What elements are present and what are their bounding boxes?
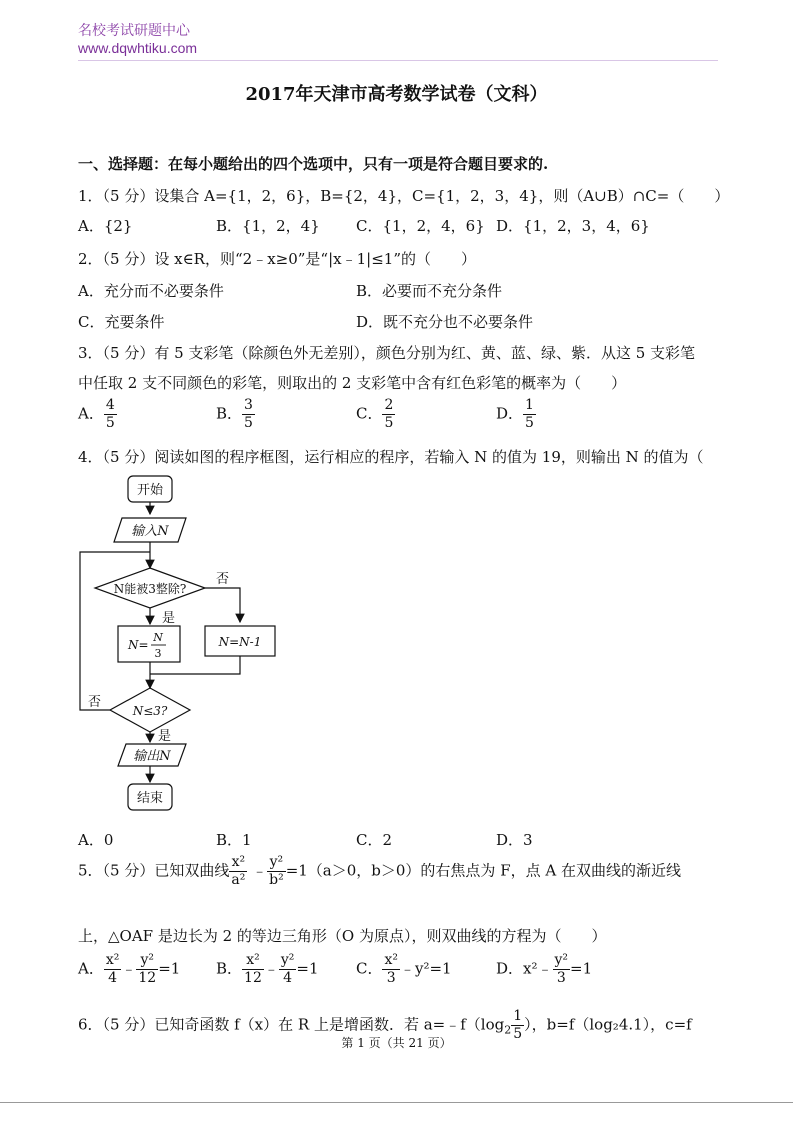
flow-line bbox=[150, 656, 240, 674]
flow-assign1-num: N bbox=[153, 631, 163, 644]
fraction bbox=[136, 952, 158, 987]
q3-option-b-fraction bbox=[242, 397, 255, 432]
q1-option-c: C．{1，2，4，6} bbox=[356, 217, 485, 235]
question-3-line2: 中任取 2 支不同颜色的彩笔，则取出的 2 支彩笔中含有红色彩笔的概率为（ ） bbox=[78, 374, 627, 392]
section-heading: 一、选择题：在每小题给出的四个选项中，只有一项是符合题目要求的. bbox=[78, 155, 549, 173]
numerator: y² bbox=[136, 952, 158, 970]
denominator: 3 bbox=[556, 970, 566, 986]
flowchart bbox=[70, 470, 290, 820]
q4-option-d: D．3 bbox=[496, 831, 533, 849]
flow-arrow-no bbox=[205, 588, 240, 622]
q5-eq-frac2 bbox=[267, 854, 286, 889]
q3-option-a bbox=[78, 397, 117, 432]
denominator: b² bbox=[269, 872, 284, 888]
q5-option-c bbox=[356, 952, 452, 987]
flow-assign1-lhs: N= bbox=[128, 638, 149, 652]
question-5-line2: 上，△OAF 是边长为 2 的等边三角形（O 为原点），则双曲线的方程为（ ） bbox=[78, 927, 607, 945]
watermark-divider bbox=[78, 60, 718, 61]
denominator: 5 bbox=[525, 415, 534, 431]
numerator: 2 bbox=[384, 397, 394, 413]
flow-assign1-den: 3 bbox=[154, 647, 162, 660]
q1-option-d: D．{1，2，3，4，6} bbox=[496, 217, 650, 235]
flow-assign2-label: N=N-1 bbox=[218, 635, 262, 649]
q1-option-a: A．{2} bbox=[78, 217, 133, 235]
q6-pre: 6．（5 分）已知奇函数 f（x）在 R 上是增函数．若 a=﹣f（log bbox=[78, 1015, 505, 1034]
q4-option-a: A．0 bbox=[78, 831, 114, 849]
numerator: x² bbox=[229, 854, 247, 872]
q5-option-b: B． $\frac{\text{x²}}{12}$ ﹣ $\frac{\text{y²}}{4}$ =1 bbox=[216, 952, 319, 986]
flow-output-label: 输出N bbox=[133, 749, 171, 764]
flow-end-label: 结束 bbox=[136, 791, 164, 806]
numerator: 1 bbox=[513, 1008, 523, 1024]
question-4: 4．（5 分）阅读如图的程序框图，运行相应的程序，若输入 N 的值为 19，则输出 N 的值为（ bbox=[78, 448, 704, 466]
flow-cond2-label: N≤3? bbox=[132, 704, 168, 718]
q2-option-c: C．充要条件 bbox=[78, 313, 165, 331]
denominator: 4 bbox=[108, 970, 118, 986]
numerator: 3 bbox=[244, 397, 253, 413]
flow-no1-label: 否 bbox=[216, 572, 230, 587]
fraction bbox=[242, 952, 264, 987]
watermark-url[interactable]: www.dqwhtiku.com bbox=[78, 40, 198, 56]
q5-post: =1（a＞0，b＞0）的右焦点为 F，点 A 在双曲线的渐近线 bbox=[285, 861, 681, 880]
q5-option-a: A． $\frac{\text{x²}}{4}$ ﹣ $\frac{\text{y²}}{12}$ =1 bbox=[78, 952, 181, 986]
q5-option-d-pre: x²﹣ bbox=[523, 959, 553, 978]
fraction bbox=[553, 952, 571, 987]
q5-option-b-label: B． bbox=[216, 959, 243, 978]
q6-log-base: 2 bbox=[504, 1023, 512, 1037]
numerator: y² bbox=[554, 952, 569, 968]
numerator: 4 bbox=[105, 397, 115, 413]
denominator: a² bbox=[231, 872, 246, 888]
numerator: x² bbox=[384, 952, 398, 968]
page-title: 2017年天津市高考数学试卷（文科） bbox=[245, 84, 548, 105]
q5-eq-frac1 bbox=[229, 854, 247, 889]
flow-loop-line bbox=[80, 552, 150, 710]
denominator: 5 bbox=[105, 415, 115, 431]
q5-option-d bbox=[496, 952, 592, 987]
q3-option-c-label: C． bbox=[356, 404, 383, 423]
question-3-line1: 3．（5 分）有 5 支彩笔（除颜色外无差别），颜色分别为红、黄、蓝、绿、紫．从这 5 支彩笔 bbox=[78, 344, 696, 362]
numerator: x² bbox=[105, 952, 120, 968]
numerator: 1 bbox=[525, 397, 534, 413]
q3-option-b-label: B． bbox=[216, 404, 243, 423]
denominator: 5 bbox=[513, 1026, 523, 1042]
denominator: 5 bbox=[244, 415, 253, 431]
page-bottom-divider bbox=[0, 1102, 793, 1103]
q5-option-d-rhs: =1 bbox=[570, 959, 593, 978]
q3-option-c-fraction bbox=[382, 397, 395, 432]
q3-option-c bbox=[356, 397, 395, 432]
question-2: 2．（5 分）设 x∈R，则“2﹣x≥0”是“|x﹣1|≤1”的（ ） bbox=[78, 250, 476, 268]
q3-option-d-fraction bbox=[523, 397, 536, 432]
denominator: 5 bbox=[384, 415, 394, 431]
q3-option-a-fraction bbox=[104, 397, 117, 432]
question-5-line1: 5．（5 分）已知双曲线 $\frac{\text{x²}}{\text{a²}}$ ﹣ $\frac{\text{y²}}{\text{b²}}$ =1（a＞0，b＞0）的右焦点为 F，点 A 在双曲线的渐近线 bbox=[78, 854, 681, 888]
q5-option-b-rhs: =1 bbox=[296, 959, 319, 978]
flow-no2-label: 否 bbox=[88, 695, 102, 710]
flow-yes1-label: 是 bbox=[162, 611, 176, 626]
q3-option-d bbox=[496, 397, 536, 432]
q4-option-b: B．1 bbox=[216, 831, 252, 849]
numerator: x² bbox=[242, 952, 264, 970]
q5-option-d-label: D． bbox=[496, 959, 524, 978]
denominator: 12 bbox=[244, 970, 262, 986]
q1-option-b: B．{1，2，4} bbox=[216, 217, 320, 235]
flow-yes2-label: 是 bbox=[158, 729, 172, 744]
denominator: 3 bbox=[386, 970, 396, 986]
q2-option-b: B．必要而不充分条件 bbox=[356, 282, 503, 300]
flow-start-label: 开始 bbox=[136, 483, 164, 498]
q5-option-a-rhs: =1 bbox=[158, 959, 181, 978]
fraction bbox=[104, 952, 122, 987]
denominator: 12 bbox=[138, 970, 157, 986]
q2-option-a: A．充分而不必要条件 bbox=[78, 282, 224, 300]
q5-option-a-label: A． bbox=[78, 959, 104, 978]
numerator: y² bbox=[280, 952, 295, 968]
watermark-name: 名校考试研题中心 bbox=[78, 23, 190, 39]
q3-option-d-label: D． bbox=[496, 404, 524, 423]
q2-option-d: D．既不充分也不必要条件 bbox=[356, 313, 534, 331]
q3-option-b bbox=[216, 397, 255, 432]
q6-post: ），b=f（log₂4.1），c=f bbox=[524, 1015, 692, 1034]
denominator: 4 bbox=[283, 970, 293, 986]
page-footer: 第 1 页（共 21 页） bbox=[341, 1036, 452, 1050]
flow-input-label: 输入N bbox=[131, 524, 169, 539]
q5-pre: 5．（5 分）已知双曲线 bbox=[78, 861, 230, 880]
q4-option-c: C．2 bbox=[356, 831, 393, 849]
flow-cond1-label: N能被3整除? bbox=[113, 582, 187, 596]
q5-option-c-rest: ﹣y²=1 bbox=[400, 959, 452, 978]
q3-option-a-label: A． bbox=[78, 404, 104, 423]
fraction bbox=[279, 952, 297, 987]
q5-option-c-label: C． bbox=[356, 959, 383, 978]
fraction bbox=[382, 952, 400, 987]
question-1: 1．（5 分）设集合 A={1，2，6}，B={2，4}，C={1，2，3，4}，则（A∪B）∩C=（ ） bbox=[78, 187, 730, 205]
numerator: y² bbox=[267, 854, 286, 872]
